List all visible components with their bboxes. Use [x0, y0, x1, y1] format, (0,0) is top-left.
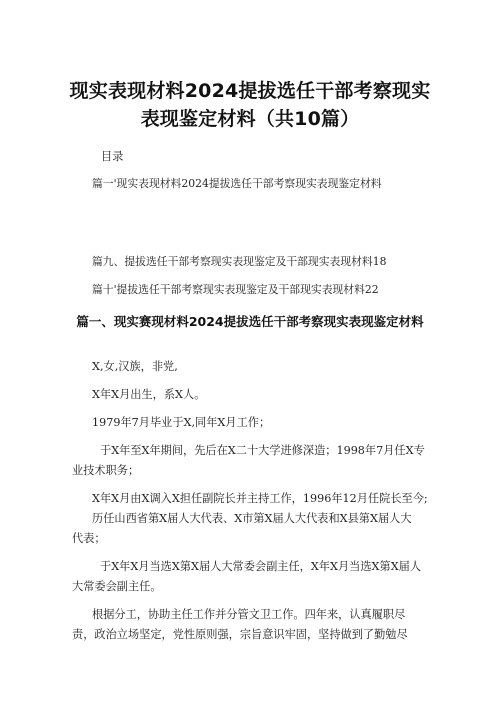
body-line: 业技术职务；: [72, 464, 140, 477]
body-line: 大常委会副主任。: [72, 580, 162, 593]
toc-item: 篇九、提拔选任干部考察现实表现鉴定及干部现实表现材料18: [92, 255, 387, 268]
body-line: 于X年至X年期间，先后在X二十大学进修深造；1998年7月任X专: [100, 444, 425, 457]
toc-item: 篇十'提拔选任干部考察现实表现鉴定及干部现实表现材料22: [92, 283, 379, 296]
document-title-line-1: 现实表现材料2024提拔选任干部考察现实: [69, 80, 431, 102]
body-line: 责，政治立场坚定，党性原则强，宗旨意识牢固，坚持做到了勤勉尽: [72, 628, 408, 641]
document-title-line-2: 表现鉴定材料（共10篇）: [140, 108, 360, 130]
section-title: 篇一、现实赛现材料2024提拔选任干部考察现实表现鉴定材料: [76, 314, 424, 329]
body-line: X,女,汉族，非党,: [92, 360, 178, 373]
toc-heading: 目录: [101, 150, 124, 163]
body-line: 于X年X月当选X第X届人大常委会副主任，X年X月当选X第X届人: [100, 560, 422, 573]
body-line: 历任山西省第X届人大代表、X市第X届人大代表和X县第X届人大: [92, 512, 412, 525]
toc-item: 篇一'现实表现材料2024提拔选任干部考察现实表现鉴定材料: [92, 177, 382, 190]
body-line: 根据分工，协助主任工作并分管文卫工作。四年来，认真履职尽: [92, 608, 406, 621]
body-line: X年X月出生，系X人。: [92, 388, 206, 401]
body-line: X年X月由X调入X担任副院长并主持工作，1996年12月任院长至今;: [92, 492, 428, 505]
body-line: 代表；: [72, 532, 106, 545]
body-line: 1979年7月毕业于X,同年X月工作；: [92, 416, 271, 429]
